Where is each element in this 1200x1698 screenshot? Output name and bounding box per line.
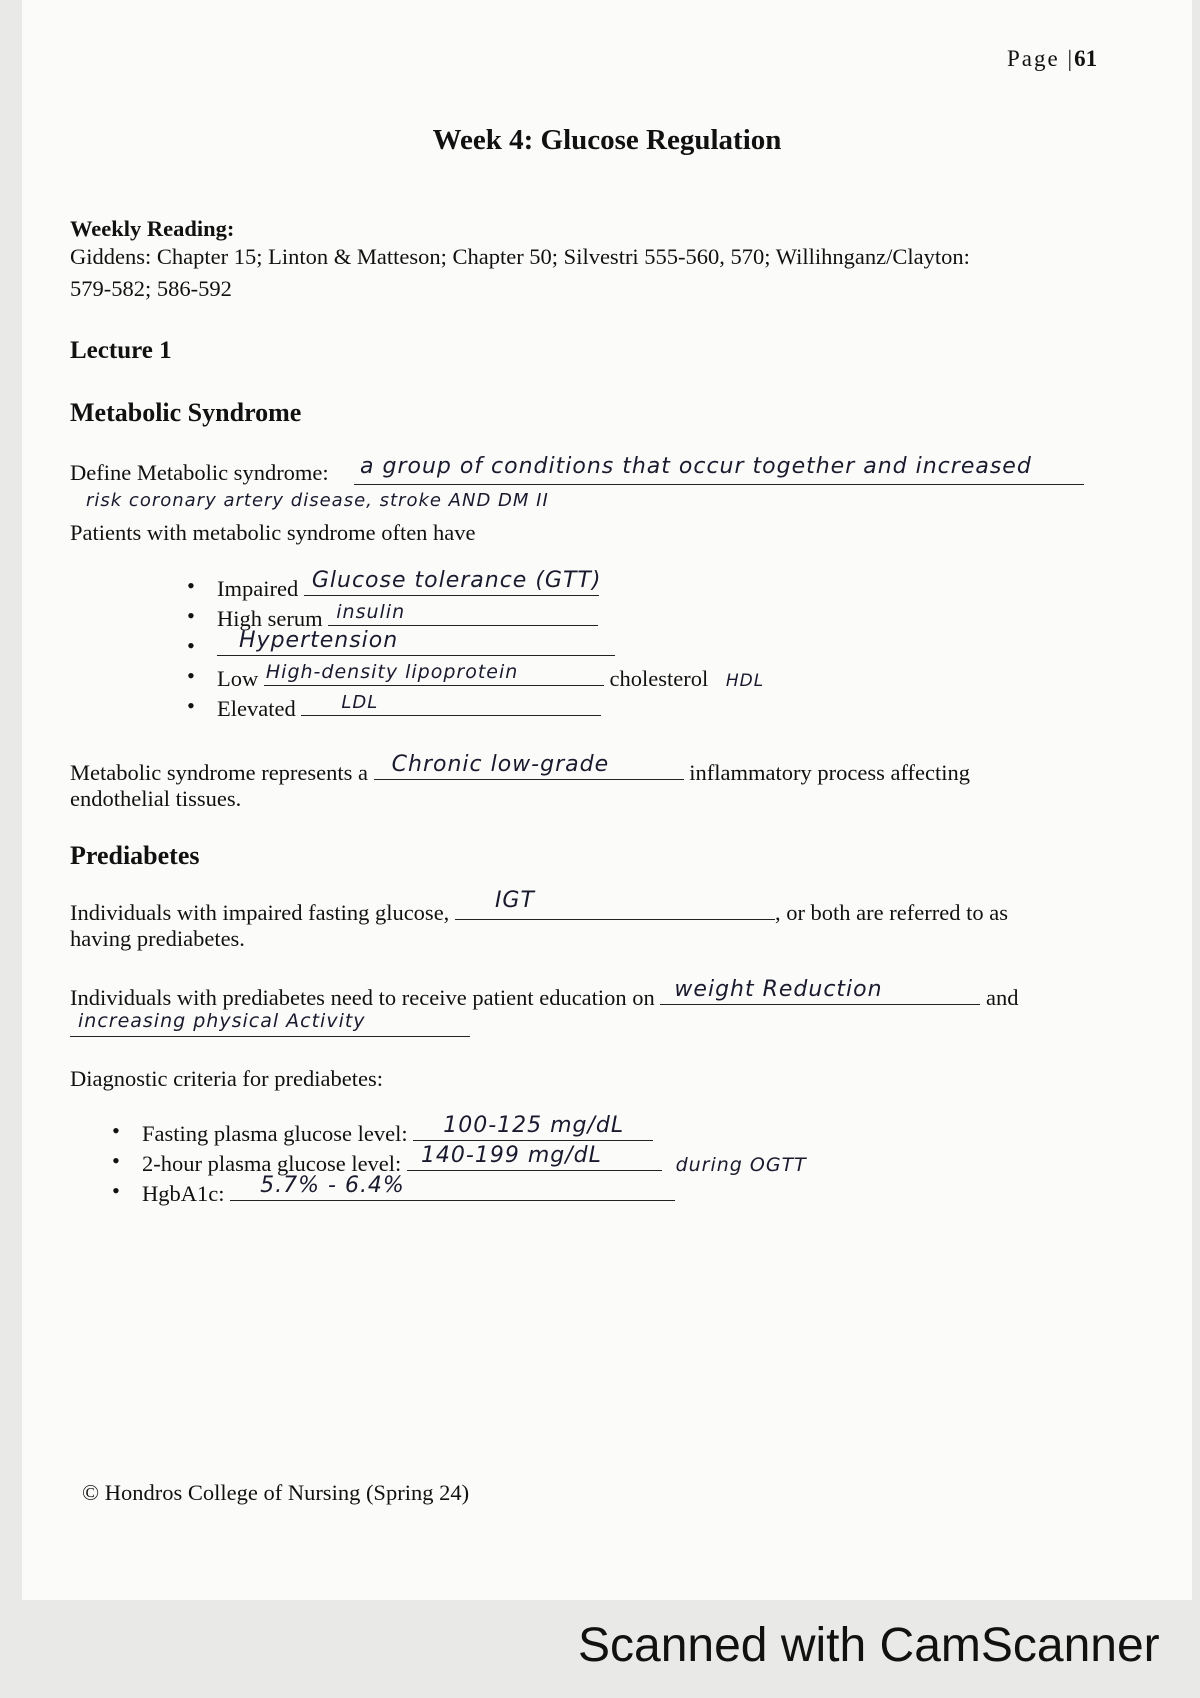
bullet-prefix: Impaired [217,576,299,601]
represents-sentence [70,752,971,786]
represents-answer-line [374,752,684,780]
education-answer-2: increasing physical Activity [78,1010,366,1032]
define-metabolic-label: Define Metabolic syndrome: [70,460,329,485]
bullet-low [217,663,764,693]
criteria-answer: 100-125 mg/dL [443,1113,625,1138]
bullet-note: HDL [725,671,765,691]
diagnostic-criteria-label: Diagnostic criteria for prediabetes: [70,1066,383,1091]
bullet-answer-line [328,603,598,626]
education-answer-1: weight Reduction [674,977,883,1002]
individuals-answer: IGT [494,888,535,913]
criteria-label: Fasting plasma glucose level: [142,1121,408,1146]
page-title: Week 4: Glucose Regulation [432,124,782,156]
bullet-answer-line [264,663,604,686]
criteria-answer: 5.7% - 6.4% [260,1173,405,1198]
document-page [22,0,1192,1600]
bullet-elevated [217,693,764,723]
lecture-heading: Lecture 1 [70,337,172,364]
footer-copyright: © Hondros College of Nursing (Spring 24) [82,1480,470,1505]
patients-often-have: Patients with metabolic syndrome often have [70,520,476,545]
individuals-suffix: , or both are referred to as [774,900,1008,925]
bullet-prefix: High serum [217,606,323,631]
education-and: and [986,985,1019,1010]
education-answer-line [660,977,980,1005]
bullet-answer: LDL [341,692,379,713]
weekly-reading-line2: 579-582; 586-592 [70,276,232,301]
metabolic-bullet-list [217,568,765,723]
represents-suffix: inflammatory process affecting [689,760,971,785]
individuals-answer-line [455,888,775,920]
page-number [1007,46,1097,72]
weekly-reading-line1: Giddens: Chapter 15; Linton & Matteson; Chapter 50; Silvestri 555-560, 570; Willihnganz/Clayton: [70,244,970,269]
bullet-answer: insulin [336,601,406,623]
bullet-answer-line [217,628,615,656]
criteria-answer-line [407,1143,662,1171]
criteria-answer: 140-199 mg/dL [420,1143,602,1168]
define-answer-2: risk coronary artery disease, stroke AND DM II [86,490,549,511]
bullet-prefix: Elevated [217,696,296,721]
bullet-prefix: Low [217,666,259,691]
represents-line2: endothelial tissues. [70,786,242,811]
education-prefix: Individuals with prediabetes need to receive patient education on [70,985,655,1010]
bullet-answer: Glucose tolerance (GTT) [311,568,602,593]
prediabetes-heading: Prediabetes [70,841,200,870]
criteria-2hour [142,1143,807,1178]
bullet-blank [217,628,764,663]
bullet-answer: • Hypertension [239,628,399,653]
individuals-prefix: Individuals with impaired fasting glucose, [70,900,450,925]
bullet-suffix: cholesterol [609,666,709,691]
criteria-label: HgbA1c: [142,1181,225,1206]
represents-answer: Chronic low-grade [391,752,610,777]
define-answer-1: a group of conditions that occur together and increased [360,454,1032,479]
individuals-sentence [70,888,1008,926]
camscanner-watermark: Scanned with CamScanner [578,1619,1160,1672]
bullet-answer-line [304,568,602,596]
education-sentence [70,977,1019,1011]
page-label: Page | [1007,46,1075,71]
individuals-line2: having prediabetes. [70,926,245,951]
represents-prefix: Metabolic syndrome represents a [70,760,369,785]
page-number-value: 61 [1074,46,1098,71]
criteria-list [142,1113,807,1208]
criteria-note: during OGTT [675,1154,807,1176]
weekly-reading-label: Weekly Reading: [70,216,235,241]
bullet-answer: High-density lipoprotein [265,661,519,683]
bullet-answer-line [301,693,601,716]
criteria-hgba1c [142,1173,807,1208]
criteria-answer-line [230,1173,675,1201]
bullet-impaired [217,568,764,603]
criteria-label: 2-hour plasma glucose level: [142,1151,402,1176]
criteria-answer-line [413,1113,653,1141]
metabolic-syndrome-heading: Metabolic Syndrome [70,398,302,427]
